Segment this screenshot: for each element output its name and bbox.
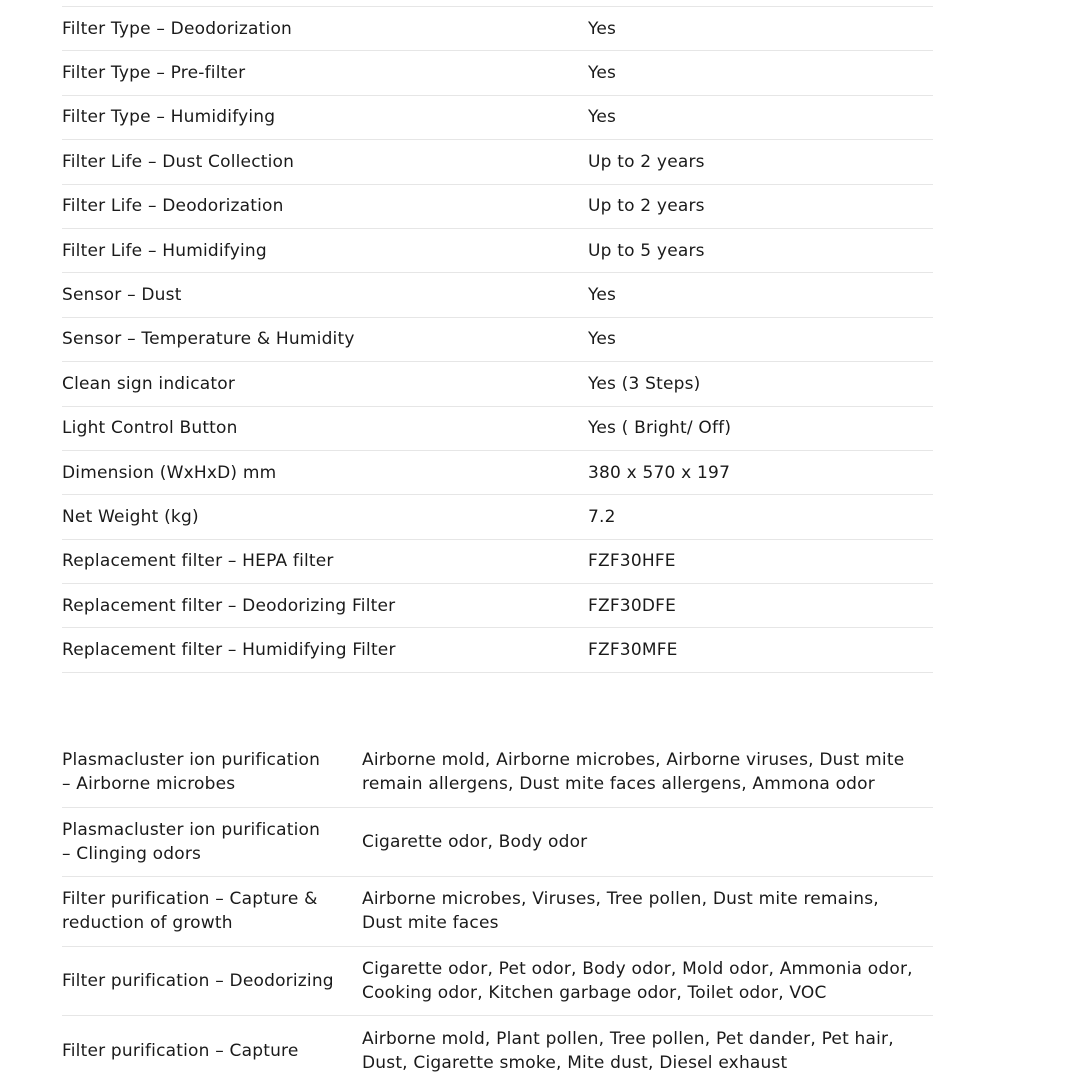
purification-value: Airborne mold, Airborne microbes, Airborne viruses, Dust mite remain allergens, Dust mite faces allergens, Ammona odor: [362, 750, 905, 795]
table-row: [62, 738, 933, 808]
spec-value: Yes: [588, 107, 617, 128]
table-row: [62, 947, 933, 1017]
table-row: [62, 540, 933, 584]
purification-value: Airborne mold, Plant pollen, Tree pollen, Pet dander, Pet hair, Dust, Cigarette smoke, Mite dust, Diesel exhaust: [362, 1028, 894, 1073]
spec-label: Filter Life – Deodorization: [62, 196, 284, 217]
spec-value: Yes: [588, 329, 617, 350]
purification-label: Filter purification – Deodorizing: [62, 971, 334, 992]
table-row: [62, 407, 933, 451]
table-row: [62, 495, 933, 539]
table-row: [62, 229, 933, 273]
spec-value: Up to 2 years: [588, 196, 705, 217]
spec-value: Up to 5 years: [588, 240, 705, 261]
spec-label: Sensor – Temperature & Humidity: [62, 329, 355, 350]
spec-label: Dimension (WxHxD) mm: [62, 462, 277, 483]
spec-value: 380 x 570 x 197: [588, 462, 731, 483]
spec-label: Replacement filter – HEPA filter: [62, 551, 334, 572]
spec-label: Sensor – Dust: [62, 285, 182, 306]
purification-table: [62, 738, 933, 1080]
purification-value: Cigarette odor, Pet odor, Body odor, Mold odor, Ammonia odor, Cooking odor, Kitchen garbage odor, Toilet odor, VOC: [362, 959, 913, 1004]
table-row: [62, 362, 933, 406]
spec-label: Net Weight (kg): [62, 506, 199, 527]
purification-label: Plasmacluster ion purification – Clinging odors: [62, 819, 321, 864]
spec-value: FZF30HFE: [588, 551, 676, 572]
spec-value: Up to 2 years: [588, 151, 705, 172]
spec-label: Filter Life – Dust Collection: [62, 151, 295, 172]
spec-label: Replacement filter – Deodorizing Filter: [62, 595, 396, 616]
spec-value: 7.2: [588, 506, 616, 527]
table-row: [62, 628, 933, 672]
table-row: [62, 808, 933, 878]
spec-label: Filter Type – Humidifying: [62, 107, 276, 128]
spec-value: FZF30DFE: [588, 595, 677, 616]
spec-value: Yes (3 Steps): [588, 373, 701, 394]
spec-label: Filter Type – Pre-filter: [62, 63, 246, 84]
spec-value: Yes ( Bright/ Off): [588, 418, 732, 439]
table-row: [62, 584, 933, 628]
spec-value: Yes: [588, 285, 617, 306]
table-row: [62, 1016, 933, 1080]
table-row: [62, 451, 933, 495]
purification-value: Airborne microbes, Viruses, Tree pollen, Dust mite remains, Dust mite faces: [362, 889, 879, 934]
purification-label: Plasmacluster ion purification – Airborne microbes: [62, 750, 321, 795]
spec-value: FZF30MFE: [588, 640, 678, 661]
table-row: [62, 51, 933, 95]
spec-label: Light Control Button: [62, 418, 238, 439]
table-row: [62, 140, 933, 184]
spec-value: Yes: [588, 63, 617, 84]
spec-label: Filter Type – Deodorization: [62, 18, 293, 39]
table-row: [62, 273, 933, 317]
purification-label: Filter purification – Capture & reduction of growth: [62, 889, 318, 934]
table-row: [62, 7, 933, 51]
spec-label: Clean sign indicator: [62, 373, 236, 394]
table-row: [62, 96, 933, 140]
spec-label: Filter Life – Humidifying: [62, 240, 267, 261]
spec-label: Replacement filter – Humidifying Filter: [62, 640, 396, 661]
purification-value: Cigarette odor, Body odor: [362, 831, 588, 852]
table-row: [62, 877, 933, 947]
specifications-table: [62, 6, 933, 673]
table-row: [62, 185, 933, 229]
spec-value: Yes: [588, 18, 617, 39]
table-row: [62, 318, 933, 362]
purification-label: Filter purification – Capture: [62, 1040, 299, 1061]
